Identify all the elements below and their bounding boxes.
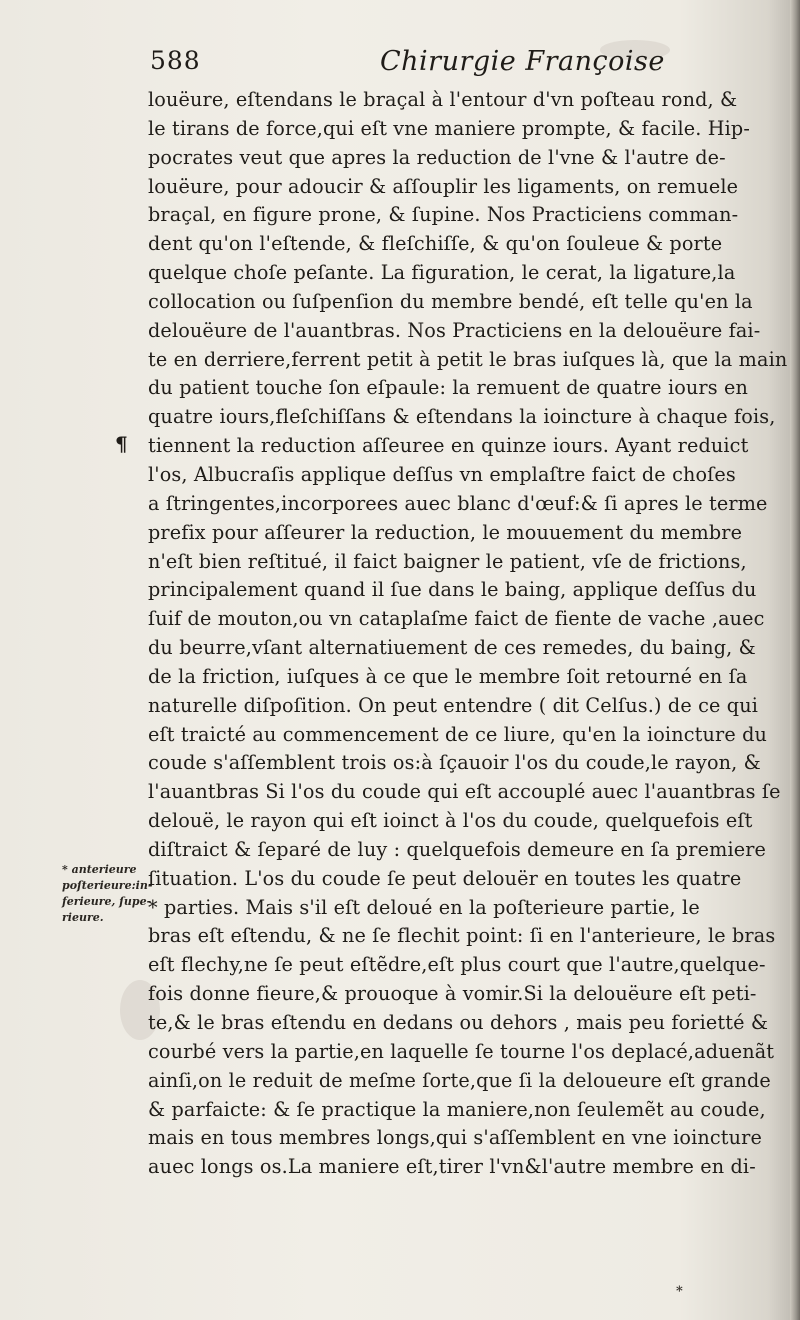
margin-note-line: rieure. <box>62 911 104 924</box>
text-line: braçal, en figure prone, & ſupine. Nos Practiciens comman- <box>148 203 739 227</box>
body-text <box>148 86 788 1182</box>
page-number: 588 <box>150 46 201 75</box>
text-line: prefix pour aſſeurer la reduction, le mouuement du membre <box>148 520 743 544</box>
text-line: louëure, pour adoucir & aſſouplir les ligaments, on remuele <box>148 174 739 198</box>
text-line: l'auantbras Si l'os du coude qui eſt accouplé auec l'auantbras ſe <box>148 780 781 804</box>
text-line: n'eſt bien reſtitué, il faict baigner le patient, vſe de frictions, <box>148 549 747 573</box>
text-line: dent qu'on l'eſtende, & fleſchiſſe, & qu'on ſouleue & porte <box>148 232 723 256</box>
text-line: tiennent la reduction aſſeuree en quinze iours. Ayant reduict <box>148 434 749 458</box>
text-line: te,& le bras eſtendu en dedans ou dehors , mais peu forietté & <box>148 1011 769 1034</box>
text-line: quelque choſe peſante. La figuration, le cerat, la ligature,la <box>148 261 736 285</box>
margin-note <box>62 862 154 926</box>
text-line: de la friction, iuſques à ce que le membre ſoit retourné en ſa <box>148 664 748 688</box>
text-line: coude s'aſſemblent trois os:à ſçauoir l'os du coude,le rayon, & <box>148 751 761 775</box>
text-line: mais en tous membres longs,qui s'aſſemblent en vne ioincture <box>148 1126 762 1150</box>
text-line: auec longs os.La maniere eſt,tirer l'vn&l'autre membre en di- <box>148 1155 756 1179</box>
text-line: a ſtringentes,incorporees auec blanc d'œuf:& ſi apres le terme <box>148 491 768 515</box>
text-line: delouë, le rayon qui eſt ioinct à l'os du coude, quelquefois eſt <box>148 809 753 833</box>
text-line: delouëure de l'auantbras. Nos Practiciens en la delouëure fai- <box>148 318 761 342</box>
text-line: pocrates veut que apres la reduction de l'vne & l'autre de- <box>148 145 726 169</box>
page-edge-shadow <box>790 0 800 1320</box>
text-line: quatre iours,fleſchiſſans & eſtendans la ioincture à chaque fois, <box>148 405 776 429</box>
text-line: ainſi,on le reduit de meſme ſorte,que ſi la deloueure eſt grande <box>148 1068 771 1092</box>
text-line: l'os, Albucraſis applique deſſus vn emplaſtre faict de choſes <box>148 462 736 486</box>
text-line: diſtraict & ſeparé de luy : quelquefois demeure en ſa premiere <box>148 837 767 861</box>
text-line: * parties. Mais s'il eſt deloué en la poſterieure partie, le <box>148 895 700 919</box>
text-line: fois donne fieure,& prouoque à vomir.Si la delouëure eſt peti- <box>148 982 757 1006</box>
text-line: & parfaicte: & ſe practique la maniere,non ſeulemẽt au coude, <box>148 1097 766 1121</box>
text-line: principalement quand il ſue dans le baing, applique deſſus du <box>148 578 757 602</box>
signature-mark: * <box>676 1284 683 1299</box>
text-line: du beurre,vſant alternatiuement de ces remedes, du baing, & <box>148 636 756 660</box>
page-header <box>150 46 710 86</box>
text-line: bras eſt eſtendu, & ne ſe flechit point: ſi en l'anterieure, le bras <box>148 924 776 948</box>
text-line: courbé vers la partie,en laquelle ſe tourne l'os deplacé,aduenãt <box>148 1039 775 1063</box>
text-line: te en derriere,ferrent petit à petit le bras iuſques là, que la main <box>148 347 788 371</box>
text-line: eſt flechy,ne ſe peut eſtẽdre,eſt plus court que l'autre,quelque- <box>148 953 766 977</box>
pilcrow-mark: ¶ <box>115 432 128 456</box>
text-line: ſuif de mouton,ou vn cataplaſme faict de fiente de vache ,auec <box>148 607 765 631</box>
text-line: collocation ou ſuſpenſion du membre bendé, eſt telle qu'en la <box>148 289 753 313</box>
text-line: louëure, eſtendans le braçal à l'entour d'vn poſteau rond, & <box>148 88 738 111</box>
running-title: Chirurgie Françoise <box>380 46 665 77</box>
text-line: ſituation. L'os du coude ſe peut delouër en toutes les quatre <box>148 866 742 890</box>
text-line: naturelle diſpoſition. On peut entendre ( dit Celſus.) de ce qui <box>148 693 758 717</box>
text-line: le tirans de force,qui eſt vne maniere prompte, & facile. Hip- <box>148 116 750 140</box>
margin-note-line: poſterieure:in- <box>62 879 153 892</box>
text-line: eſt traicté au commencement de ce liure, qu'en la ioincture du <box>148 722 768 746</box>
margin-note-line: * anterieure <box>62 863 137 876</box>
text-line: du patient touche ſon eſpaule: la remuent de quatre iours en <box>148 376 749 400</box>
margin-note-line: ferieure, ſupe- <box>62 895 152 908</box>
